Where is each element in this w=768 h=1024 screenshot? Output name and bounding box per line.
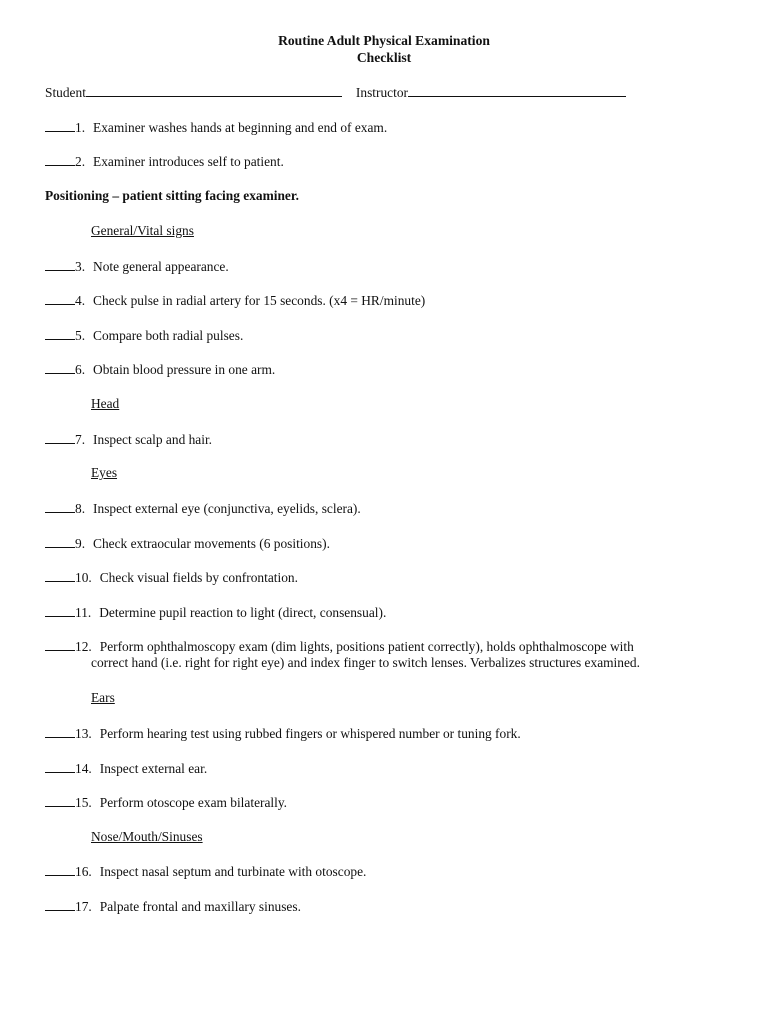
item-number: 5. bbox=[75, 328, 86, 343]
instructor-label: Instructor bbox=[355, 85, 408, 100]
checkbox-blank[interactable] bbox=[45, 897, 75, 911]
checklist-item bbox=[45, 862, 366, 880]
item-text: Compare both radial pulses. bbox=[93, 328, 244, 343]
item-number: 7. bbox=[75, 432, 86, 447]
checklist-item bbox=[45, 360, 275, 378]
checkbox-blank[interactable] bbox=[45, 118, 75, 132]
checklist-item bbox=[45, 152, 284, 170]
section-nose-mouth-sinuses: Nose/Mouth/Sinuses bbox=[91, 829, 203, 844]
checklist-item bbox=[45, 257, 229, 275]
checklist-item bbox=[45, 897, 301, 915]
item-number: 6. bbox=[75, 362, 86, 377]
checkbox-blank[interactable] bbox=[45, 534, 75, 548]
item-text: Determine pupil reaction to light (direct, consensual). bbox=[99, 605, 387, 620]
item-number: 17. bbox=[75, 899, 92, 914]
item-number: 2. bbox=[75, 154, 86, 169]
item-text: Check extraocular movements (6 positions). bbox=[93, 536, 330, 551]
checklist-item bbox=[45, 326, 243, 344]
checkbox-blank[interactable] bbox=[45, 759, 75, 773]
document-title: Routine Adult Physical Examination bbox=[278, 33, 490, 48]
item-text: Obtain blood pressure in one arm. bbox=[93, 362, 276, 377]
item-number: 3. bbox=[75, 259, 86, 274]
item-text: Perform ophthalmoscopy exam (dim lights, positions patient correctly), holds ophthalmoscope with bbox=[99, 639, 634, 654]
item-text: Examiner washes hands at beginning and end of exam. bbox=[93, 120, 388, 135]
instructor-name-field[interactable] bbox=[408, 83, 626, 97]
item-text: Note general appearance. bbox=[93, 259, 229, 274]
item-number: 15. bbox=[75, 795, 92, 810]
item-number: 12. bbox=[75, 639, 92, 654]
item-text: Inspect nasal septum and turbinate with otoscope. bbox=[99, 864, 367, 879]
checklist-item bbox=[45, 499, 361, 517]
item-text: Examiner introduces self to patient. bbox=[93, 154, 284, 169]
checkbox-blank[interactable] bbox=[45, 430, 75, 444]
section-general-vital-signs: General/Vital signs bbox=[91, 223, 194, 238]
checklist-item bbox=[45, 291, 425, 309]
item-number: 1. bbox=[75, 120, 86, 135]
item-number: 11. bbox=[75, 605, 92, 620]
positioning-heading: Positioning – patient sitting facing examiner. bbox=[45, 188, 299, 203]
item-number: 9. bbox=[75, 536, 86, 551]
checkbox-blank[interactable] bbox=[45, 499, 75, 513]
checkbox-blank[interactable] bbox=[45, 637, 75, 651]
checklist-item bbox=[45, 568, 298, 586]
student-name-field[interactable] bbox=[86, 83, 342, 97]
checklist-item bbox=[45, 534, 330, 552]
item-text-continuation: correct hand (i.e. right for right eye) and index finger to switch lenses. Verbalizes structures examined. bbox=[91, 655, 640, 670]
item-number: 16. bbox=[75, 864, 92, 879]
item-number: 8. bbox=[75, 501, 86, 516]
checklist-item bbox=[45, 430, 212, 448]
checkbox-blank[interactable] bbox=[45, 568, 75, 582]
checkbox-blank[interactable] bbox=[45, 326, 75, 340]
checkbox-blank[interactable] bbox=[45, 724, 75, 738]
checkbox-blank[interactable] bbox=[45, 862, 75, 876]
checkbox-blank[interactable] bbox=[45, 603, 75, 617]
item-text: Check pulse in radial artery for 15 seconds. (x4 = HR/minute) bbox=[93, 293, 426, 308]
item-text: Check visual fields by confrontation. bbox=[99, 570, 298, 585]
item-number: 13. bbox=[75, 726, 92, 741]
item-number: 10. bbox=[75, 570, 92, 585]
item-number: 14. bbox=[75, 761, 92, 776]
item-text: Palpate frontal and maxillary sinuses. bbox=[99, 899, 301, 914]
checklist-item bbox=[45, 793, 287, 811]
checklist-item bbox=[45, 724, 521, 742]
item-text: Inspect external eye (conjunctiva, eyelids, sclera). bbox=[93, 501, 361, 516]
document-subtitle: Checklist bbox=[356, 50, 412, 65]
checklist-item bbox=[45, 637, 634, 655]
checklist-item bbox=[45, 603, 386, 621]
checkbox-blank[interactable] bbox=[45, 257, 75, 271]
student-label: Student bbox=[45, 85, 86, 100]
section-ears: Ears bbox=[91, 690, 115, 705]
item-text: Perform hearing test using rubbed fingers or whispered number or tuning fork. bbox=[99, 726, 521, 741]
checkbox-blank[interactable] bbox=[45, 793, 75, 807]
checkbox-blank[interactable] bbox=[45, 291, 75, 305]
item-text: Inspect scalp and hair. bbox=[93, 432, 213, 447]
item-text: Perform otoscope exam bilaterally. bbox=[99, 795, 288, 810]
checkbox-blank[interactable] bbox=[45, 360, 75, 374]
item-number: 4. bbox=[75, 293, 86, 308]
checklist-item bbox=[45, 759, 207, 777]
checkbox-blank[interactable] bbox=[45, 152, 75, 166]
section-eyes: Eyes bbox=[91, 465, 118, 480]
student-instructor-row bbox=[45, 83, 626, 101]
checklist-item bbox=[45, 118, 387, 136]
section-head: Head bbox=[91, 396, 120, 411]
item-text: Inspect external ear. bbox=[99, 761, 208, 776]
